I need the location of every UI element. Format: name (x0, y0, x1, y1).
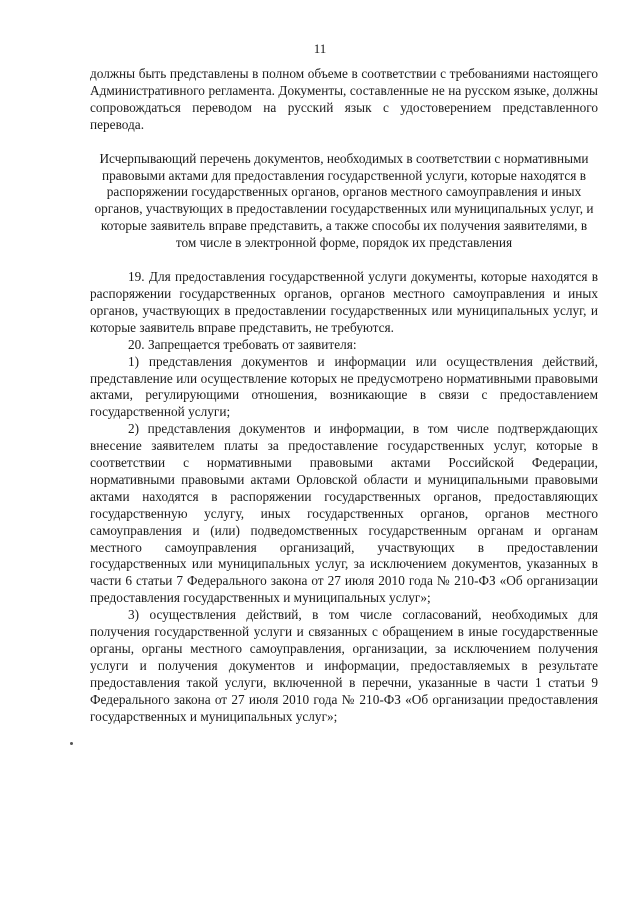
paragraph-continuation: должны быть представлены в полном объеме в соответствии с требованиями настоящего Административного регламента. Документы, составленные не на русском языке, должны сопровождаться переводом на русский язык с удостоверением представленного перевода. (90, 66, 598, 132)
paragraph-20-item-1: 1) представления документов и информации или осуществления действий, представление или осуществление которых не предусмотрено нормативными правовыми актами, регулирующими отношения, возникающие в связи с предоставлением государственной услуги; (90, 353, 598, 420)
section-heading: Исчерпывающий перечень документов, необходимых в соответствии с нормативными правовыми актами для предоставления государственной услуги, которые находятся в распоряжении государственных органов, органов местного самоуправления и иных органов, участвующих в предоставлении государственных или муниципальных услуг, и которые заявитель вправе представить, а также способы их получения заявителями, в том числе в электронной форме, порядок их представления (94, 150, 594, 251)
paragraph-20-item-2: 2) представления документов и информации, в том числе подтверждающих внесение заявителем платы за предоставление государственных услуг, которые в соответствии с нормативными правовыми актами Российской Федерации, нормативными правовыми актами Орловской области и муниципальными правовыми актами находятся в распоряжении государственных органов, предоставляющих государственную услугу, иных государственных органов, органов местного самоуправления и (или) подведомственных государственным органам и органам местного самоуправления организаций, участвующих в предоставлении государственных или муниципальных услуг, за исключением документов, указанных в части 6 статьи 7 Федерального закона от 27 июля 2010 года № 210-ФЗ «Об организации предоставления государственных и муниципальных услуг»; (90, 421, 598, 606)
scan-dot-mark (70, 742, 73, 745)
document-body (90, 66, 598, 726)
paragraph-20-item-3: 3) осуществления действий, в том числе согласований, необходимых для получения государственной услуги и связанных с обращением в иные государственные органы, органы местного самоуправления, организации, за исключением получения услуги и получения документов и информации, предоставляемых в результате предоставления такой услуги, включенной в перечни, указанные в части 1 статьи 9 Федерального закона от 27 июля 2010 года № 210-ФЗ «Об организации предоставления государственных и муниципальных услуг»; (90, 607, 598, 724)
page-number: 11 (313, 41, 327, 56)
paragraph-19: 19. Для предоставления государственной услуги документы, которые находятся в распоряжении государственных органов, органов местного самоуправления и иных органов, участвующих в предоставлении государственных или муниципальных услуг, и которые заявитель вправе представить, не требуются. (90, 269, 598, 335)
paragraph-20: 20. Запрещается требовать от заявителя: (128, 336, 357, 352)
